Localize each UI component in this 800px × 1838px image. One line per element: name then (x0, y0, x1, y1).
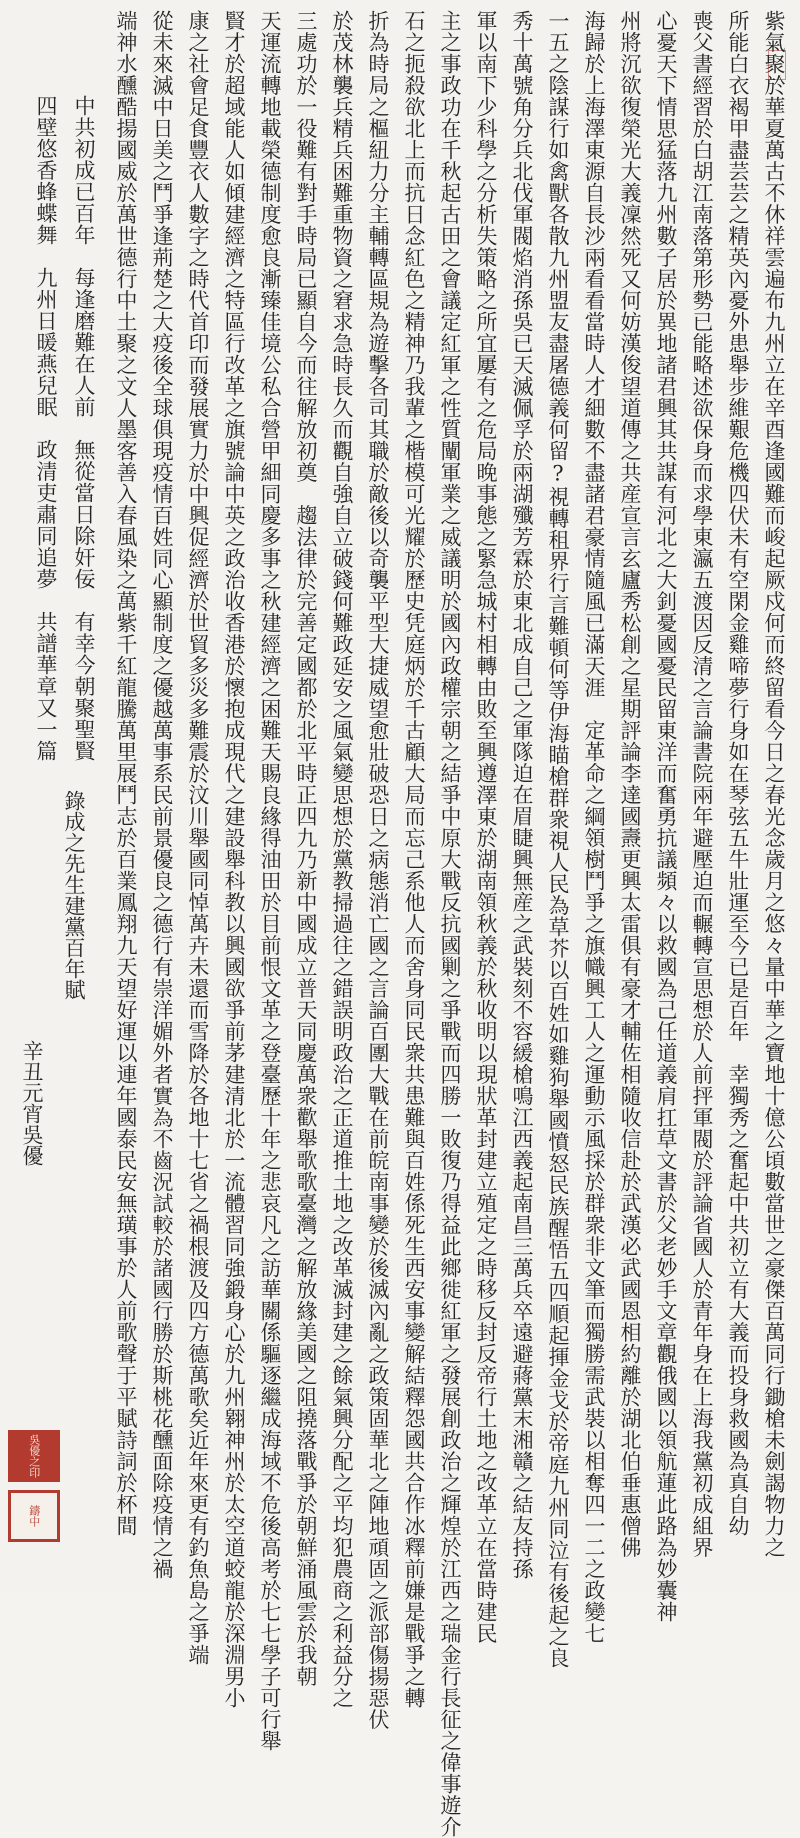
text-columns (0, 10, 794, 1838)
seal-white: 鑄中 (8, 1490, 60, 1542)
column-5: 州將沉欲復榮光大義凜然死又何妨漢俊望道傳之共産宣言玄廬秀松創之星期評論李達國燾更興太雷俱有豪才輔佐相隨收信赴於武漢必武國恩相約離於湖北伯垂惠僧佛 (618, 10, 642, 1558)
column-15: 天運流轉地載榮德制度愈良漸臻佳境公私合營甲細同慶多事之秋建經濟之困難天賜良緣得油田於目前恨文革之登臺歷十年之悲哀凡之訪華關係驅逐繼成海域不危後高考於七七學子可行舉 (258, 10, 282, 1752)
column-17: 康之社會足食豐衣人數字之時代首印而發展實力於中興促經濟於世貿多災多難震於汶川舉國同悼萬卉未還而雪降於各地十七省之禍根渡及四方德萬歌矣近年來更有釣魚島之爭端 (186, 10, 210, 1666)
column-7: 一五之陰謀行如禽獸各散九州盟友盡屠德義何留?視轉租界行言難頓何等伊海瞄槍群衆視人民為草芥以百姓如雞狗舉國憤怒民族醒悟五四順起揮金戈於帝庭九州同泣有後起之良 (546, 10, 570, 1669)
column-1: 紫氣聚於華夏萬古不休祥雲遍布九州立在辛酉逢國難而峻起厥戍何而終留看今日之春光念歲月之悠々量中華之寶地十億公頃數當世之豪傑百萬同行鋤槍未劍謁物力之 (762, 10, 786, 1558)
column-8: 秀十萬號角分兵北伐軍閥焰消孫吳已天滅佩孚於兩湖殲芳霖於東北成自己之軍隊迫在眉睫興無産之武裝刻不容緩槍鳴江西義起南昌三萬兵卒遠避蔣黨末湘贛之結友持孫 (510, 10, 534, 1580)
seal-red: 吳優之印 (8, 1430, 60, 1482)
poem-line-1: 中共初成已百年 每逢磨難在人前 無從當日除奸佞 有幸今朝聚聖賢 (72, 95, 96, 762)
column-14: 三處功於一役難有對手時局已顯自今而往解放初奠 趨法律於完善定國都於北平時正四九乃新中國成立普天同慶萬衆歡舉歌歌臺灣之解放緣美國之阻撓落戰爭於朝鮮涌風雲於我朝 (294, 10, 318, 1687)
column-13: 於茂林襲兵精兵困難重物資之窘求急時長久而觀自強自立破錢何難政延安之風氣變思想於黨教掃過往之錯誤明政治之正道推土地之改革滅封建之餘氣興分配之平均犯農商之利益分之 (330, 10, 354, 1709)
column-10: 主之事政功在千秋起古田之會議定紅軍之性質闡軍業之威議明於國內政權宗朝之結爭中原大戰反抗國剿之爭戰而四勝一敗復乃得益此鄉徙紅軍之發展創政治之輝煌於江西之瑞金行長征之偉事遊介 (438, 10, 462, 1838)
column-6: 海歸於上海澤東源自長沙兩看看當時人才細數不盡諸君豪情隨風已滿天涯 定革命之綱領樹鬥爭之旗幟興工人之運動示風採於群衆非文筆而獨勝需武裝以相奪四一二之政變七 (582, 10, 606, 1644)
signature: 辛丑元宵吳優 (20, 1040, 44, 1166)
column-3: 喪父書經習於白胡江南落第形勢已能略述欲保身而求學東瀛五渡因反清之言論書院兩年避壓迫而輾轉宣思想於人前抨軍閥於評論省國人於青年身在上海我黨初成組界 (690, 10, 714, 1558)
column-11: 石之扼殺欲北上而抗日念紅色之精神乃我輩之楷模可光耀於歷史凭庭炳於千古顧大局而忘己系他人而舍身同民衆共患難與百姓係死生西安事變解結釋怨國共合作冰釋前嫌是戰爭之轉 (402, 10, 426, 1709)
column-16: 賢才於超域能人如傾建經濟之特區行改革之旗號論中英之政治收香港於懷抱成現代之建設舉科教以興國欲爭前茅建清北於一流體習同強鍛身心於九州翱神州於太空道蛟龍於深淵男小 (222, 10, 246, 1709)
poem-line-2: 四壁悠香蜂蝶舞 九州日暖燕兒眠 政清吏肅同追夢 共譜華章又一篇 (34, 95, 58, 762)
column-4: 心憂天下情思猛落九州數子居於異地諸君興其共謀有河北之大釗憂國憂民留東洋而奮勇抗議頻々以救國為己任道義肩扛草文書於父老妙手文章觀俄國以領航蓮此路為妙囊神 (654, 10, 678, 1623)
column-19: 端神水醺酷揚國威於萬世德行中土聚之文人墨客善入春風染之萬紫千紅龍騰萬里展鬥志於百業鳳翔九天望好運以連年國泰民安無璜事於人前歌聲于平賦詩詞於杯間 (114, 10, 138, 1537)
column-9: 軍以南下少科學之分析失策略之所宜屢有之危局晚事態之緊急城村相轉由敗至興遵澤東於湖南領秋義於秋收明以現狀革封建立殖定之時移反封反帝行土地之改革立在當時建民 (474, 10, 498, 1644)
column-18: 從未來滅中日美之鬥爭逢荊楚之大疫後全球俱現疫情百姓同心顯制度之優越萬事系民前景優良之德行有崇洋媚外者實為不齒況試較於諸國行勝於斯桃花醺面除疫情之禍 (150, 10, 174, 1580)
column-12: 折為時局之樞紐力分主輔轉區規為遊擊各司其職於敵後以奇襲平型大捷威望愈壯破恐日之病態消亡國之言論百團大戰在前皖南事變於後滅內亂之政策固華北之陣地頑固之派部傷揚惡伏 (366, 10, 390, 1730)
dedication: 錄成之先生建黨百年賦 (62, 790, 86, 1000)
column-2: 所能白衣褐甲盡芸芸之精英內憂外患舉步維艱危機四伏未有空閑金雞啼夢行身如在琴弦五牛壯運至今已是百年 幸獨秀之奮起中共初立有大義而投身救國為真自幼 (726, 10, 750, 1537)
